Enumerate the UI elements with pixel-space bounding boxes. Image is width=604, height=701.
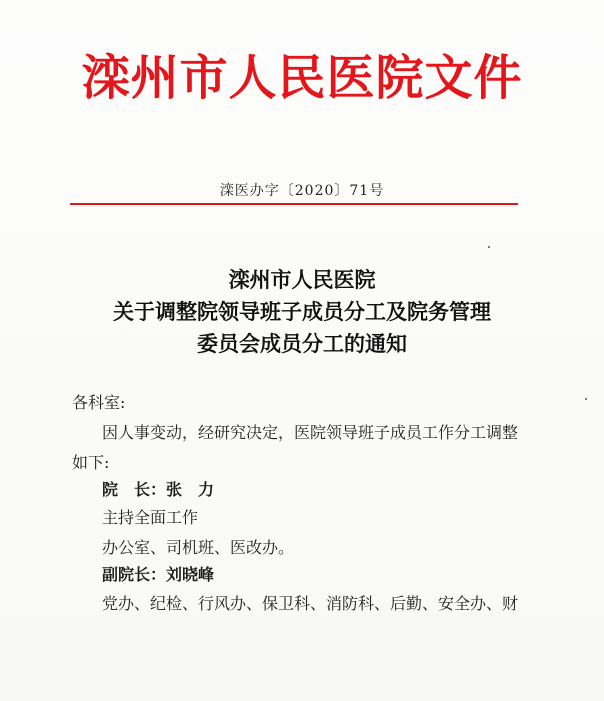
red-divider-line bbox=[70, 203, 518, 205]
intro-line-1: 因人事变动，经研究决定，医院领导班子成员工作分工调整 bbox=[102, 423, 519, 442]
notice-title-line-1: 滦州市人民医院 bbox=[228, 267, 376, 292]
notice-title-line-3: 委员会成员分工的通知 bbox=[197, 331, 407, 356]
document-number: 滦医办字〔2020〕71号 bbox=[219, 183, 385, 199]
role-title-vice-president: 副院长：刘晓峰 bbox=[102, 565, 215, 584]
scan-speck bbox=[488, 246, 490, 248]
document-header-title: 滦州市人民医院文件 bbox=[81, 50, 523, 106]
duty-line: 主持全面工作 bbox=[102, 508, 199, 527]
salutation: 各科室: bbox=[72, 393, 126, 412]
notice-title-line-2: 关于调整院领导班子成员分工及院务管理 bbox=[113, 299, 491, 324]
scan-speck bbox=[585, 398, 587, 400]
intro-line-2: 如下: bbox=[72, 453, 110, 472]
role-title-president: 院 长：张 力 bbox=[102, 480, 215, 499]
duty-line: 办公室、司机班、医改办。 bbox=[102, 538, 295, 557]
notice-title bbox=[0, 264, 604, 360]
duty-line: 党办、纪检、行风办、保卫科、消防科、后勤、安全办、财 bbox=[102, 594, 519, 613]
